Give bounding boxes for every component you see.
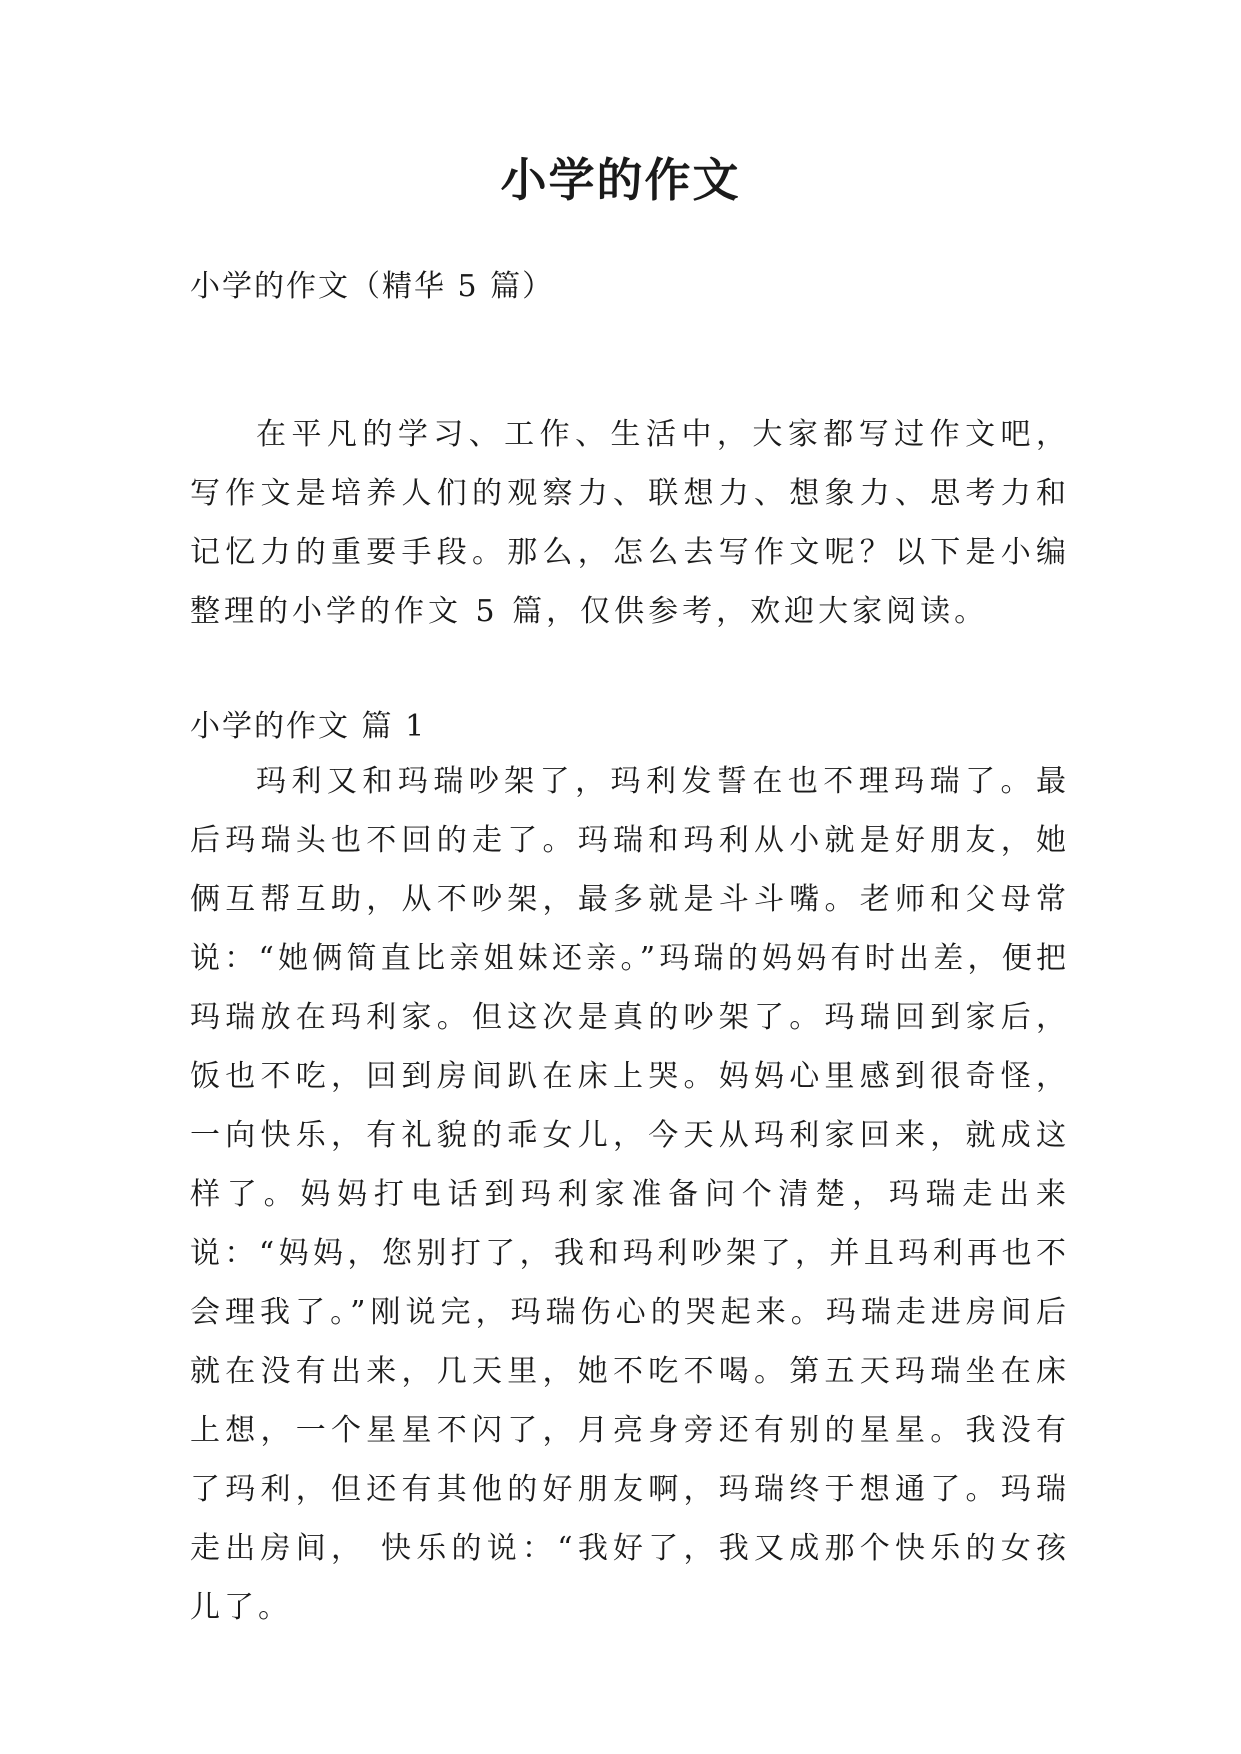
essay-paragraph: 玛利又和玛瑞吵架了，玛利发誓在也不理玛瑞了。最后玛瑞头也不回的走了。玛瑞和玛利从小就是好朋友，她俩互帮互助，从不吵架，最多就是斗斗嘴。老师和父母常说：“她俩简直比亲姐妹还亲。”玛瑞的妈妈有时出差，便把玛瑞放在玛利家。但这次是真的吵架了。玛瑞回到家后，饭也不吃，回到房间趴在床上哭。妈妈心里感到很奇怪，一向快乐，有礼貌的乖女儿，今天从玛利家回来，就成这样了。妈妈打电话到玛利家准备问个清楚，玛瑞走出来说：“妈妈，您别打了，我和玛利吵架了，并且玛利再也不会理我了。”刚说完，玛瑞伤心的哭起来。玛瑞走进房间后就在没有出来，几天里，她不吃不喝。第五天玛瑞坐在床上想，一个星星不闪了，月亮身旁还有别的星星。我没有了玛利，但还有其他的好朋友啊，玛瑞终于想通了。玛瑞走出房间， 快乐的说：“我好了，我又成那个快乐的女孩儿了。: [190, 764, 1070, 1625]
section-heading: 小学的作文 篇 1: [190, 709, 427, 744]
document-subtitle: 小学的作文（精华 5 篇）: [190, 269, 555, 304]
document-title: 小学的作文: [500, 153, 741, 207]
intro-paragraph: 在平凡的学习、工作、生活中，大家都写过作文吧，写作文是培养人们的观察力、联想力、想象力、思考力和记忆力的重要手段。那么，怎么去写作文呢？以下是小编整理的小学的作文 5 篇，仅供参考，欢迎大家阅读。: [190, 417, 1070, 629]
